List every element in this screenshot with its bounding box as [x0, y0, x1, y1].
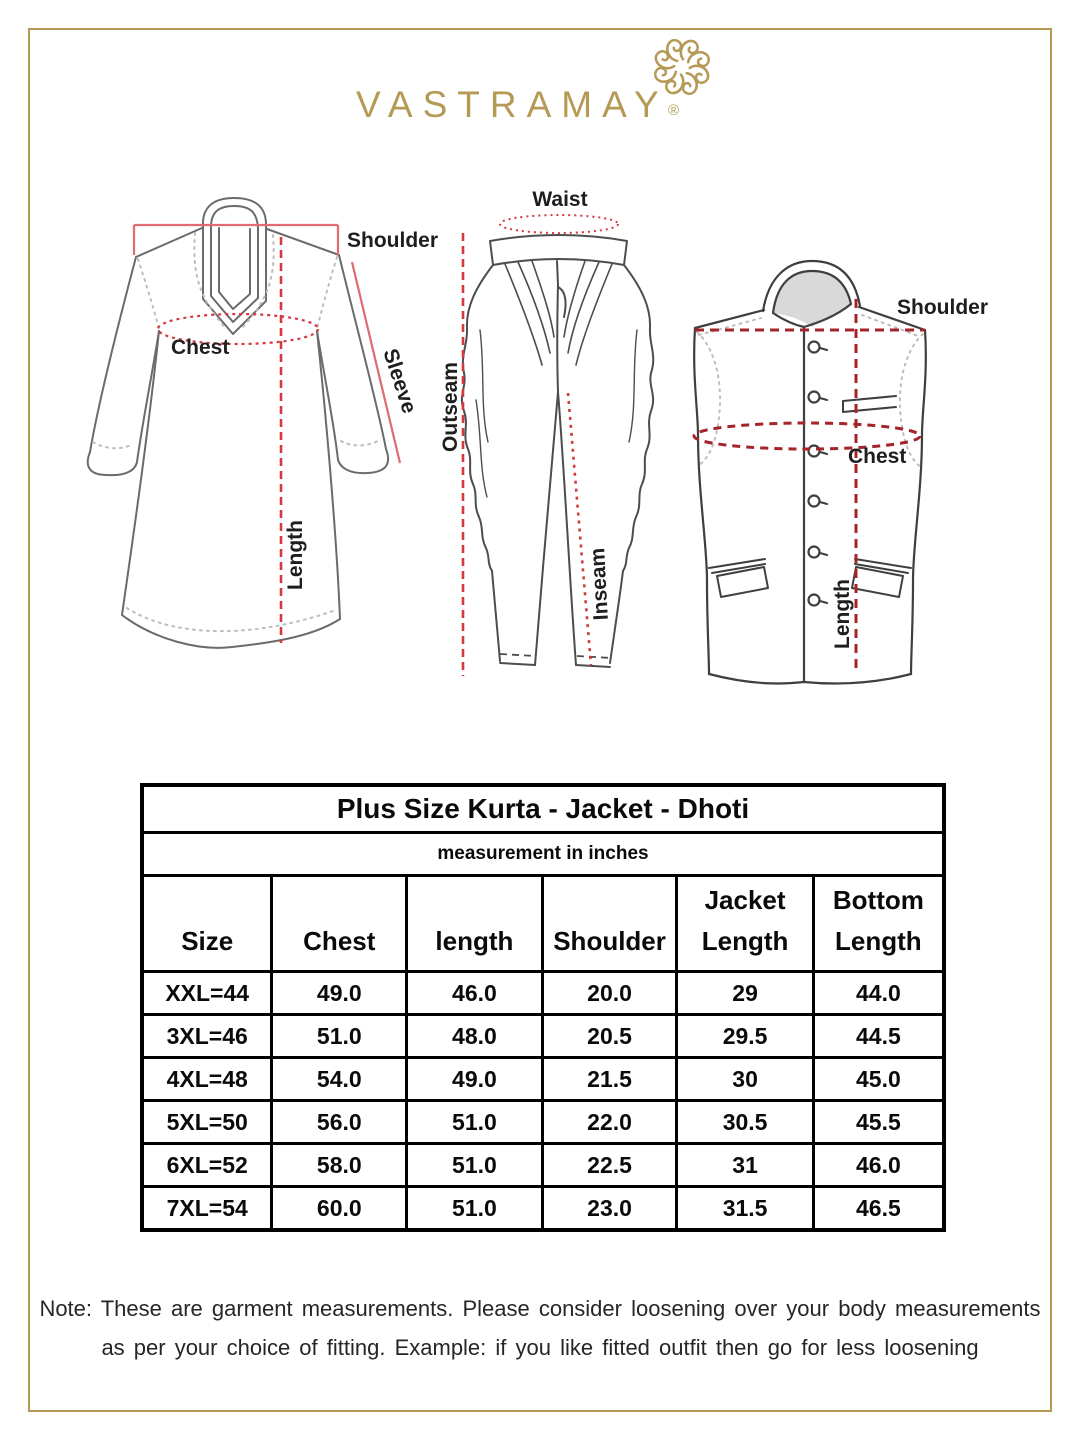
table-row: [142, 972, 944, 1015]
brand-ornament-icon: [650, 36, 714, 98]
cell-jacket-length: 30.5: [677, 1101, 813, 1144]
column-header-jacket-length: Jacket Length: [677, 876, 813, 972]
cell-shoulder: 20.5: [542, 1015, 677, 1058]
kurta-length-label: Length: [284, 520, 307, 590]
cell-chest: 58.0: [272, 1144, 407, 1187]
cell-bottom-length: 46.0: [813, 1144, 944, 1187]
cell-size: 3XL=46: [142, 1015, 272, 1058]
cell-size: 6XL=52: [142, 1144, 272, 1187]
cell-size: 7XL=54: [142, 1187, 272, 1231]
jacket-chest-label: Chest: [848, 445, 907, 468]
column-header-size: Size: [142, 876, 272, 972]
jacket-length-label: Length: [831, 579, 854, 649]
cell-length: 49.0: [407, 1058, 543, 1101]
kurta-diagram: [80, 195, 450, 660]
dhoti-inseam-label: Inseam: [586, 547, 613, 621]
cell-bottom-length: 45.5: [813, 1101, 944, 1144]
cell-chest: 54.0: [272, 1058, 407, 1101]
cell-length: 46.0: [407, 972, 543, 1015]
cell-chest: 56.0: [272, 1101, 407, 1144]
dhoti-waist-label: Waist: [532, 188, 588, 211]
cell-shoulder: 22.5: [542, 1144, 677, 1187]
cell-shoulder: 23.0: [542, 1187, 677, 1231]
brand-logo-text: VASTRAMAY: [356, 84, 669, 125]
size-table-title: Plus Size Kurta - Jacket - Dhoti: [142, 785, 944, 833]
registered-trademark: ®: [668, 102, 680, 119]
cell-jacket-length: 31: [677, 1144, 813, 1187]
cell-chest: 51.0: [272, 1015, 407, 1058]
size-table: [140, 783, 946, 1232]
table-row: [142, 1058, 944, 1101]
cell-size: 5XL=50: [142, 1101, 272, 1144]
cell-chest: 60.0: [272, 1187, 407, 1231]
cell-bottom-length: 46.5: [813, 1187, 944, 1231]
cell-bottom-length: 44.5: [813, 1015, 944, 1058]
table-row: [142, 1144, 944, 1187]
kurta-sleeve-label: Sleeve: [378, 345, 421, 417]
column-header-length: length: [407, 876, 543, 972]
cell-length: 51.0: [407, 1187, 543, 1231]
table-row: [142, 1101, 944, 1144]
cell-jacket-length: 31.5: [677, 1187, 813, 1231]
cell-shoulder: 22.0: [542, 1101, 677, 1144]
cell-length: 51.0: [407, 1101, 543, 1144]
size-table-header-row: [142, 876, 944, 972]
cell-size: XXL=44: [142, 972, 272, 1015]
cell-length: 48.0: [407, 1015, 543, 1058]
cell-jacket-length: 29: [677, 972, 813, 1015]
kurta-chest-label: Chest: [171, 336, 230, 359]
cell-jacket-length: 30: [677, 1058, 813, 1101]
column-header-bottom-length: Bottom Length: [813, 876, 944, 972]
cell-jacket-length: 29.5: [677, 1015, 813, 1058]
note-line-1: Note: These are garment measurements. Please consider loosening over your body measurements: [39, 1296, 1041, 1321]
cell-length: 51.0: [407, 1144, 543, 1187]
size-table-section: [140, 783, 946, 1232]
cell-bottom-length: 45.0: [813, 1058, 944, 1101]
cell-size: 4XL=48: [142, 1058, 272, 1101]
dhoti-diagram: [440, 195, 710, 685]
cell-bottom-length: 44.0: [813, 972, 944, 1015]
size-table-subtitle: measurement in inches: [142, 833, 944, 876]
jacket-shoulder-label: Shoulder: [897, 296, 989, 319]
dhoti-outseam-label: Outseam: [439, 362, 462, 452]
kurta-shoulder-label: Shoulder: [347, 229, 439, 252]
cell-shoulder: 21.5: [542, 1058, 677, 1101]
table-row: [142, 1187, 944, 1231]
table-row: [142, 1015, 944, 1058]
note-line-2: as per your choice of fitting. Example: if you like fitted outfit then go for less loosening: [101, 1335, 979, 1360]
cell-shoulder: 20.0: [542, 972, 677, 1015]
garment-note: [30, 1289, 1050, 1367]
column-header-chest: Chest: [272, 876, 407, 972]
column-header-shoulder: Shoulder: [542, 876, 677, 972]
cell-chest: 49.0: [272, 972, 407, 1015]
